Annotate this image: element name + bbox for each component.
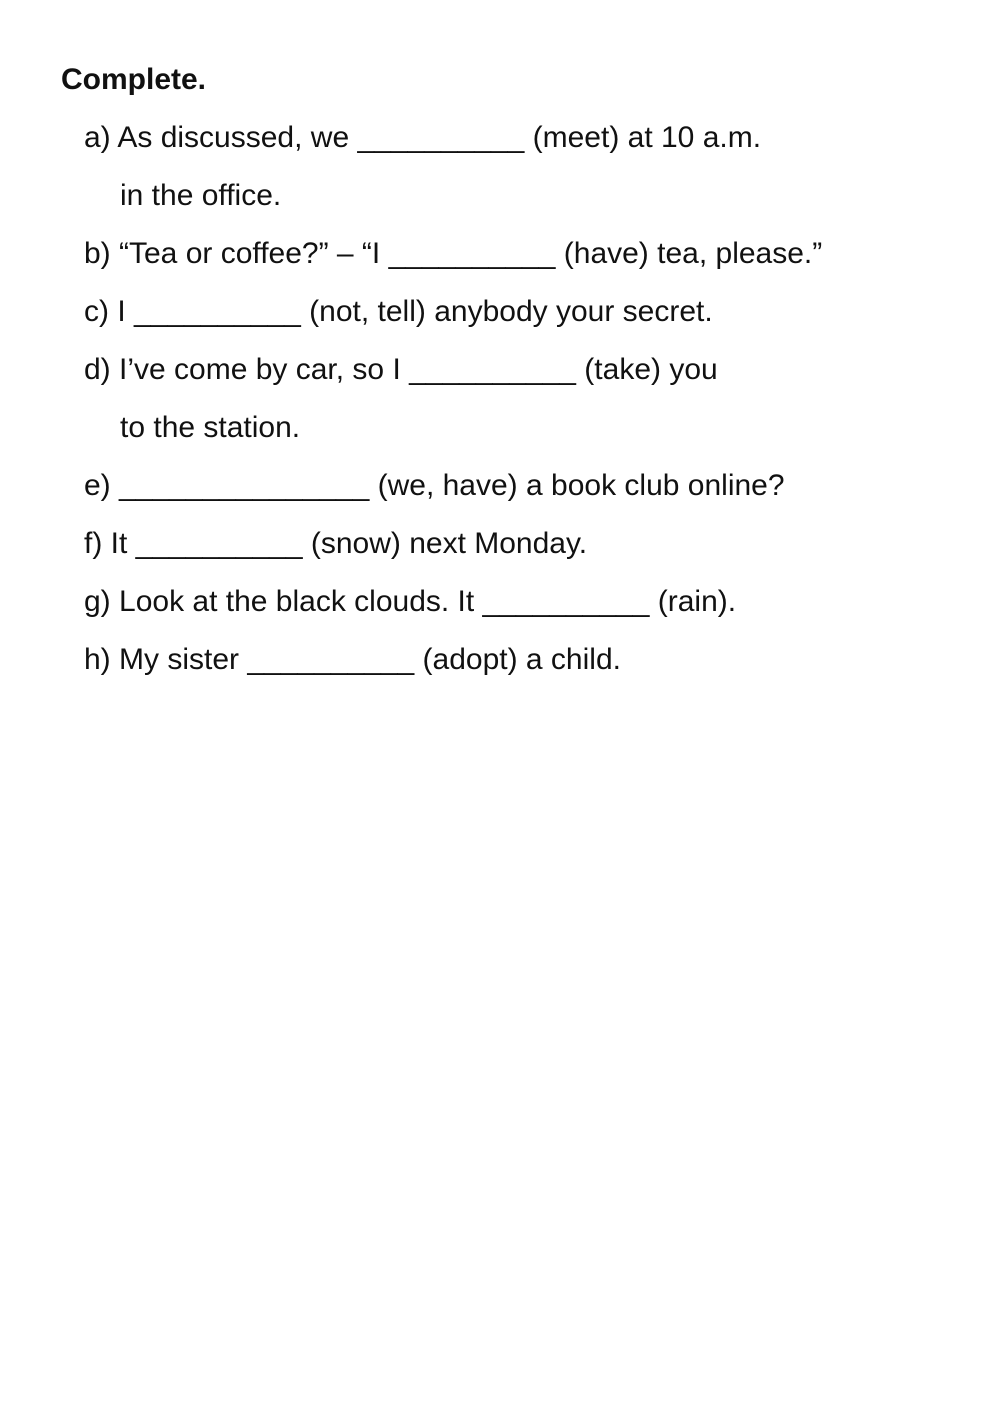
exercise-item-d-continuation: to the station. <box>120 411 301 444</box>
worksheet-heading: Complete. <box>61 63 207 96</box>
exercise-item-f: f) It __________ (snow) next Monday. <box>84 527 588 560</box>
exercise-item-g: g) Look at the black clouds. It __________ (rain). <box>84 585 737 618</box>
exercise-item-b: b) “Tea or coffee?” – “I __________ (have) tea, please.” <box>84 237 823 270</box>
exercise-item-h: h) My sister __________ (adopt) a child. <box>84 643 621 676</box>
exercise-item-a: a) As discussed, we __________ (meet) at 10 a.m. <box>84 121 762 154</box>
exercise-item-d: d) I’ve come by car, so I __________ (take) you <box>84 353 718 386</box>
exercise-item-e: e) _______________ (we, have) a book club online? <box>84 469 785 502</box>
exercise-item-a-continuation: in the office. <box>120 179 282 212</box>
exercise-item-c: c) I __________ (not, tell) anybody your secret. <box>84 295 713 328</box>
